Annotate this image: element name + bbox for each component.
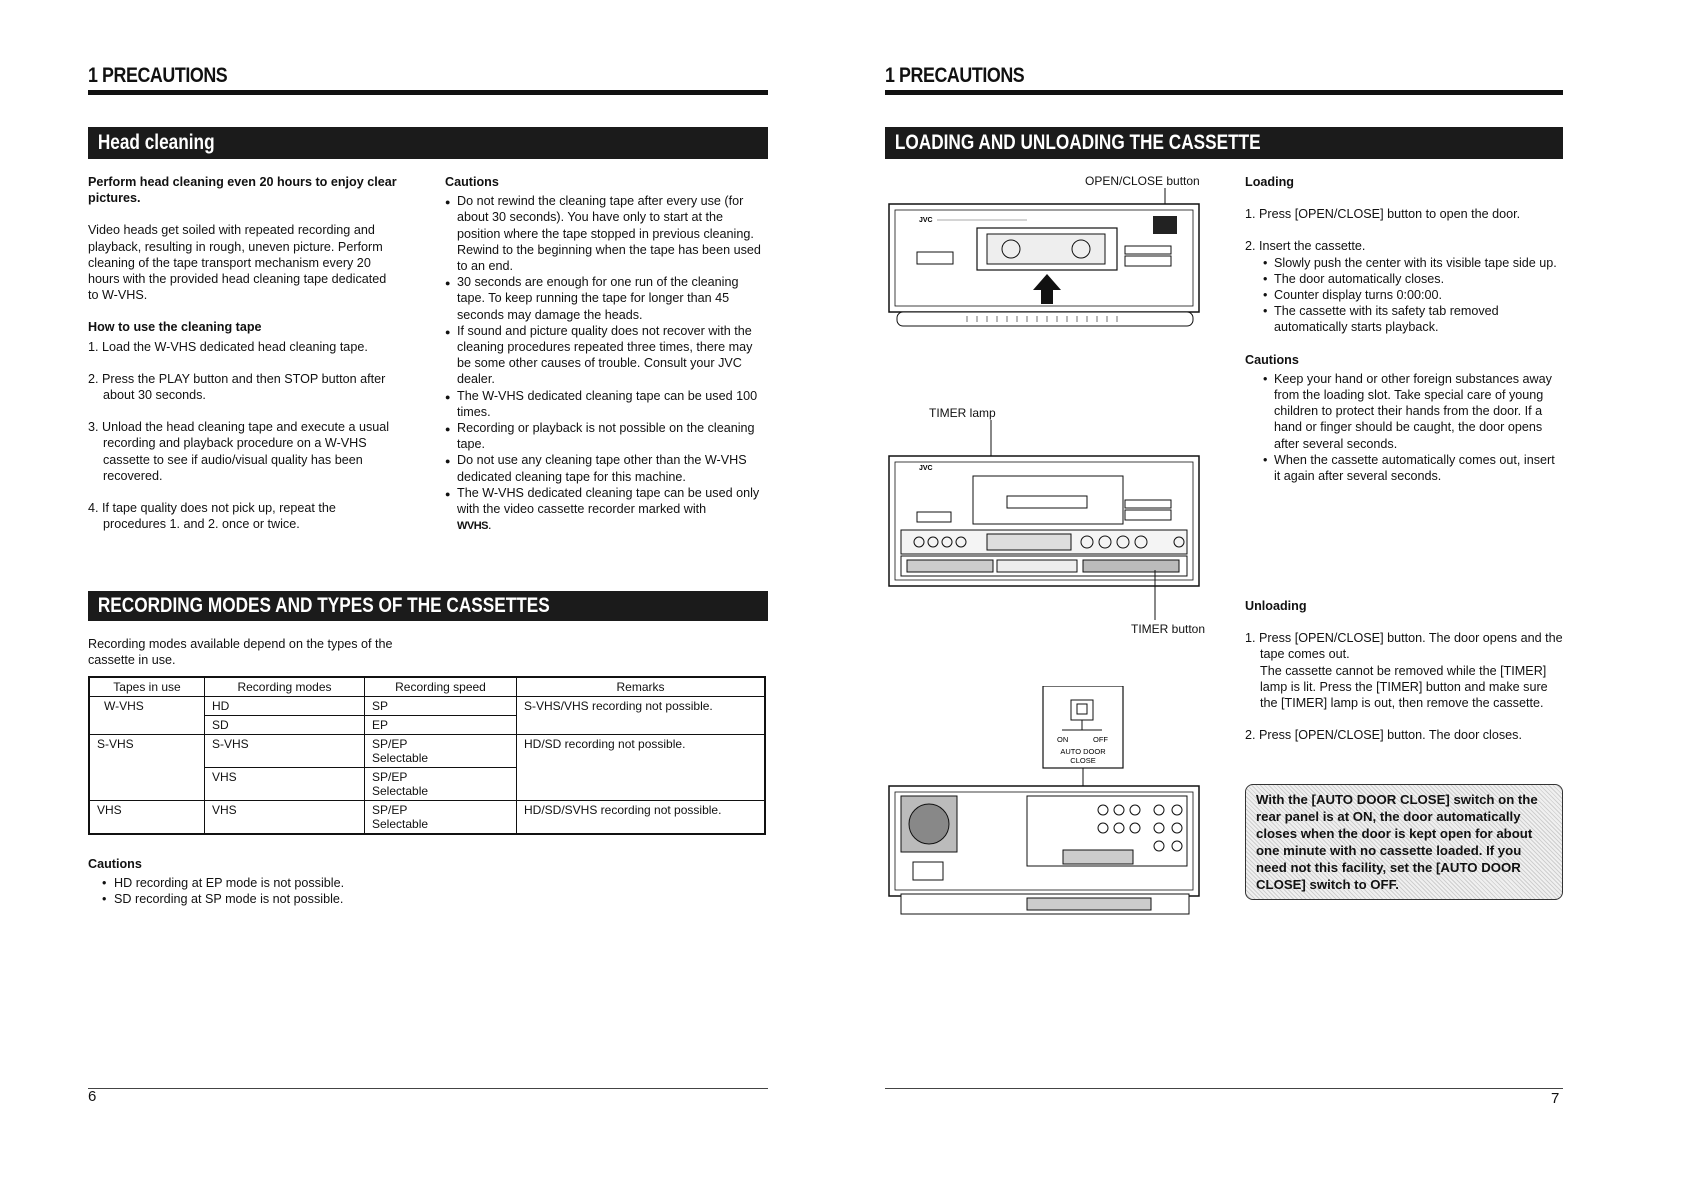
table-cell: EP [365, 716, 517, 735]
auto-door-label: AUTO DOOR [1060, 747, 1106, 756]
section-bar-loading [885, 127, 1563, 159]
table-cell [365, 768, 517, 801]
chapter-rule [885, 90, 1563, 95]
table-cell: VHS [205, 801, 365, 835]
caution-item: ● If sound and picture quality does not recover with the cleaning procedures repeated three times, there may be some other causes of trouble. Consult your JVC dealer. [445, 323, 767, 388]
lead-text: Perform head cleaning even 20 hours to enjoy clear pictures. [88, 175, 397, 206]
left-page [88, 0, 768, 1191]
unloading-step-2: 2. Press [OPEN/CLOSE] button. The door closes. [1245, 728, 1522, 743]
vcr-rear-diagram [887, 686, 1203, 920]
table-header-row [89, 677, 765, 697]
table-cell [365, 801, 517, 835]
recording-cautions [88, 856, 488, 908]
section-bar-head-cleaning [88, 127, 768, 159]
switch-on-label: ON [1057, 735, 1069, 744]
table-cell: S-VHS [89, 735, 205, 801]
brand-logo: JVC [919, 465, 933, 472]
table-cell: VHS [205, 768, 365, 801]
page-number: 7 [1551, 1090, 1560, 1107]
table-cell: HD [205, 697, 365, 716]
caution-text: The W-VHS dedicated cleaning tape can be used only with the video cassette recorder marked with [457, 485, 760, 517]
brand-logo: JVC [919, 217, 933, 224]
caution-item: ● 30 seconds are enough for one run of the cleaning tape. To keep running the tape for longer than 45 seconds may damage the heads. [445, 274, 767, 323]
vcr-front-diagram [887, 188, 1203, 338]
chapter-heading: 1 PRECAUTIONS [88, 64, 228, 87]
table-row [89, 735, 765, 768]
loading-step-2-list [1260, 255, 1563, 336]
open-close-label: OPEN/CLOSE button [1085, 174, 1200, 188]
loading-title: Loading [1245, 175, 1294, 189]
wvhs-logo: WVHS [457, 520, 488, 533]
section-bar-recording-modes [88, 591, 768, 621]
recording-modes-table [88, 676, 766, 835]
table-cell: HD/SD/SVHS recording not possible. [517, 801, 766, 835]
how-to-title: How to use the cleaning tape [88, 320, 262, 335]
caution-item: • When the cassette automatically comes out, insert it again after several seconds. [1260, 452, 1563, 484]
footer-rule [885, 1088, 1563, 1089]
chapter-rule [88, 90, 768, 95]
table-header: Tapes in use [89, 677, 205, 697]
caution-item: ● Do not rewind the cleaning tape after every use (for about 30 seconds). You have only to start at the position where the tape stopped in previous cleaning. Rewind to the beginning when the tape has been used to an end. [445, 193, 767, 274]
caution-item: • Keep your hand or other foreign substances away from the loading slot. Take special care of young children to protect their hands from the door. If a hand or finger should be caught, the door opens after several seconds. [1260, 371, 1563, 452]
list-item: • Slowly push the center with its visible tape side up. [1260, 255, 1563, 271]
auto-door-close-label: CLOSE [1070, 756, 1096, 765]
table-header: Recording modes [205, 677, 365, 697]
timer-lamp-label: TIMER lamp [929, 406, 996, 420]
footer-rule [88, 1088, 768, 1089]
switch-off-label: OFF [1093, 735, 1108, 744]
table-row [89, 697, 765, 716]
caution-item: ● The W-VHS dedicated cleaning tape can be used 100 times. [445, 388, 767, 420]
loading-cautions-list [1260, 371, 1563, 484]
table-cell: S-VHS [205, 735, 365, 768]
step-item: 2. Press the PLAY button and then STOP button after about 30 seconds. [88, 371, 386, 403]
table-cell: HD/SD recording not possible. [517, 735, 766, 801]
speed-text: SP/EP [372, 770, 408, 784]
speed-note: Selectable [372, 784, 429, 798]
caution-item: • SD recording at SP mode is not possible. [88, 891, 488, 907]
page-number: 6 [88, 1088, 97, 1105]
table-cell: S-VHS/VHS recording not possible. [517, 697, 766, 735]
table-cell: SP [365, 697, 517, 716]
head-cleaning-cautions [445, 174, 767, 534]
list-item: • The cassette with its safety tab removed automatically starts playback. [1260, 303, 1563, 335]
caution-item: ● The W-VHS dedicated cleaning tape can be used only with the video cassette recorder marked with WVHS. [445, 485, 767, 535]
step-item: 4. If tape quality does not pick up, repeat the procedures 1. and 2. once or twice. [88, 501, 336, 532]
list-item: • The door automatically closes. [1260, 271, 1563, 287]
head-cleaning-left-column [88, 174, 398, 548]
unloading-title: Unloading [1245, 599, 1307, 613]
intro-paragraph: Video heads get soiled with repeated recording and playback, resulting in rough, uneven picture. Perform cleaning of the tape transport mechanism every 20 hours with the provided head cleaning tape dedicated to W-VHS. [88, 223, 387, 303]
loading-step-1: 1. Press [OPEN/CLOSE] button to open the door. [1245, 207, 1521, 222]
speed-note: Selectable [372, 817, 429, 831]
loading-step-2: 2. Insert the cassette. [1245, 239, 1366, 254]
table-row [89, 801, 765, 835]
table-cell: W-VHS [89, 697, 205, 735]
speed-text: SP/EP [372, 737, 408, 751]
timer-button-label: TIMER button [1131, 622, 1206, 636]
section-title: Head cleaning [97, 131, 215, 154]
recording-cautions-list [88, 875, 488, 907]
list-item: • Counter display turns 0:00:00. [1260, 287, 1563, 303]
auto-door-note: With the [AUTO DOOR CLOSE] switch on the rear panel is at ON, the door automatically closes when the door is kept open for about one minute with no cassette loaded. If you need not this facility, set the [AUTO DOOR CLOSE] switch to OFF. [1245, 784, 1563, 900]
section-title: RECORDING MODES AND TYPES OF THE CASSETTES [97, 594, 550, 617]
table-cell: VHS [89, 801, 205, 835]
caution-item: ● Do not use any cleaning tape other than the W-VHS dedicated cleaning tape for this machine. [445, 452, 767, 484]
section-title: LOADING AND UNLOADING THE CASSETTE [894, 131, 1261, 154]
unloading-column [1245, 598, 1563, 743]
caution-item: ● Recording or playback is not possible on the cleaning tape. [445, 420, 767, 452]
cleaning-steps [88, 339, 398, 533]
caution-item: • HD recording at EP mode is not possible. [88, 875, 488, 891]
chapter-heading: 1 PRECAUTIONS [885, 64, 1025, 87]
loading-cautions-title: Cautions [1245, 352, 1299, 367]
right-page [885, 0, 1565, 1191]
cautions-title: Cautions [88, 857, 142, 871]
recording-intro: Recording modes available depend on the types of the cassette in use. [88, 637, 393, 668]
unloading-step-1: 1. Press [OPEN/CLOSE] button. The door opens and the tape comes out. [1245, 631, 1563, 662]
speed-text: SP/EP [372, 803, 408, 817]
step-item: 1. Load the W-VHS dedicated head cleaning tape. [88, 339, 368, 354]
unloading-step-1-note: The cassette cannot be removed while the [TIMER] lamp is lit. Press the [TIMER] button and make sure the [TIMER] lamp is out, then remove the cassette. [1260, 663, 1548, 711]
speed-note: Selectable [372, 751, 429, 765]
vcr-front-timer-diagram [887, 420, 1203, 630]
loading-column [1245, 174, 1563, 484]
step-item: 3. Unload the head cleaning tape and execute a usual recording and playback procedure on a W-VHS cassette to see if audio/visual quality has been recovered. [88, 420, 390, 483]
cautions-title: Cautions [445, 175, 499, 189]
cautions-list [445, 193, 767, 534]
table-cell: SD [205, 716, 365, 735]
table-header: Remarks [517, 677, 766, 697]
table-header: Recording speed [365, 677, 517, 697]
table-cell [365, 735, 517, 768]
